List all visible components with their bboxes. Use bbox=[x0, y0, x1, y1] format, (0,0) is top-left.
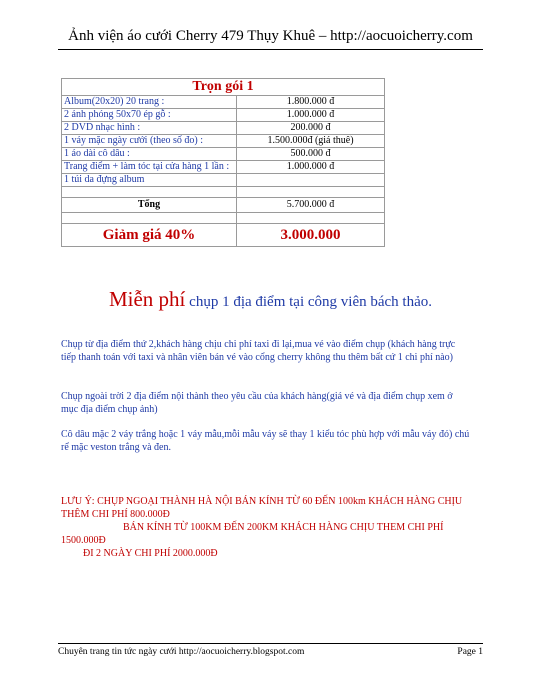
item-label: 1 áo dài cô dâu : bbox=[62, 148, 237, 161]
table-row bbox=[62, 96, 385, 109]
item-label: 1 váy mặc ngày cưới (theo số đo) : bbox=[62, 135, 237, 148]
note-line: LƯU Ý: CHỤP NGOẠI THÀNH HÀ NỘI BÁN KÍNH TỪ 60 ĐẾN 100km KHÁCH HÀNG CHỊU THÊM CHI PHÍ 800.000Đ bbox=[61, 496, 463, 520]
table-row bbox=[62, 148, 385, 161]
promo-line bbox=[0, 287, 541, 312]
item-price: 1.000.000 đ bbox=[237, 161, 385, 174]
item-price: 500.000 đ bbox=[237, 148, 385, 161]
page-footer bbox=[58, 643, 483, 657]
item-label: 2 ảnh phóng 50x70 ép gỗ : bbox=[62, 109, 237, 122]
page-header: Ảnh viện áo cưới Cherry 479 Thụy Khuê – http://aocuoicherry.com bbox=[58, 28, 483, 50]
item-label: Album(20x20) 20 trang : bbox=[62, 96, 237, 109]
paragraph: Chụp ngoài trời 2 địa điểm nội thành theo yêu cầu của khách hàng(giá vé và địa điểm chụp xem ở mục địa điểm chụp ảnh) bbox=[61, 391, 453, 415]
blank-row bbox=[62, 213, 385, 224]
item-price: 200.000 đ bbox=[237, 122, 385, 135]
page-number: Page 1 bbox=[457, 647, 483, 657]
paragraph: Chụp từ địa điểm thứ 2,khách hàng chịu chi phí taxi đi lại,mua vé vào điểm chụp (khách hàng trực tiếp thanh toán với taxi và nhân viên bán vé vào cổng cherry không thu thêm bất cứ 1 chi phí nào) bbox=[61, 339, 456, 363]
promo-text: chụp 1 địa điểm tại công viên bách thảo. bbox=[185, 294, 432, 310]
discount-row bbox=[62, 224, 385, 247]
price-table bbox=[61, 78, 385, 247]
table-row bbox=[62, 174, 385, 187]
item-price: 1.500.000đ (giá thuê) bbox=[237, 135, 385, 148]
note-block bbox=[61, 495, 481, 560]
discount-value: 3.000.000 bbox=[237, 224, 385, 247]
note-line: BÁN KÍNH TỪ 100KM ĐẾN 200KM KHÁCH HÀNG CHỊU THEM CHI PHÍ 1500.000Đ bbox=[61, 522, 444, 546]
package-title: Trọn gói 1 bbox=[62, 79, 385, 96]
item-label: 2 DVD nhạc hình : bbox=[62, 122, 237, 135]
discount-label: Giảm giá 40% bbox=[62, 224, 237, 247]
item-label: Trang điểm + làm tóc tại cửa hàng 1 lần : bbox=[62, 161, 237, 174]
total-label: Tổng bbox=[62, 198, 237, 213]
table-row bbox=[62, 161, 385, 174]
blank-row bbox=[62, 187, 385, 198]
item-label: 1 túi da đựng album bbox=[62, 174, 237, 187]
total-row bbox=[62, 198, 385, 213]
paragraph: Cô dâu mặc 2 váy trắng hoặc 1 váy mẫu,mỗi mẫu váy sẽ thay 1 kiểu tóc phù hợp với mẫu váy đó) chú rể mặc veston trắng và đen. bbox=[61, 429, 470, 453]
table-row bbox=[62, 135, 385, 148]
item-price: 1.800.000 đ bbox=[237, 96, 385, 109]
promo-highlight: Miễn phí bbox=[108, 287, 186, 311]
note-line: ĐI 2 NGÀY CHI PHÍ 2000.000Đ bbox=[83, 548, 218, 559]
table-title-row bbox=[62, 79, 385, 96]
footer-text: Chuyên trang tin tức ngày cưới http://aocuoicherry.blogspot.com bbox=[58, 647, 305, 657]
table-row bbox=[62, 109, 385, 122]
table-row bbox=[62, 122, 385, 135]
item-price: 1.000.000 đ bbox=[237, 109, 385, 122]
item-price bbox=[237, 174, 385, 187]
total-value: 5.700.000 đ bbox=[237, 198, 385, 213]
